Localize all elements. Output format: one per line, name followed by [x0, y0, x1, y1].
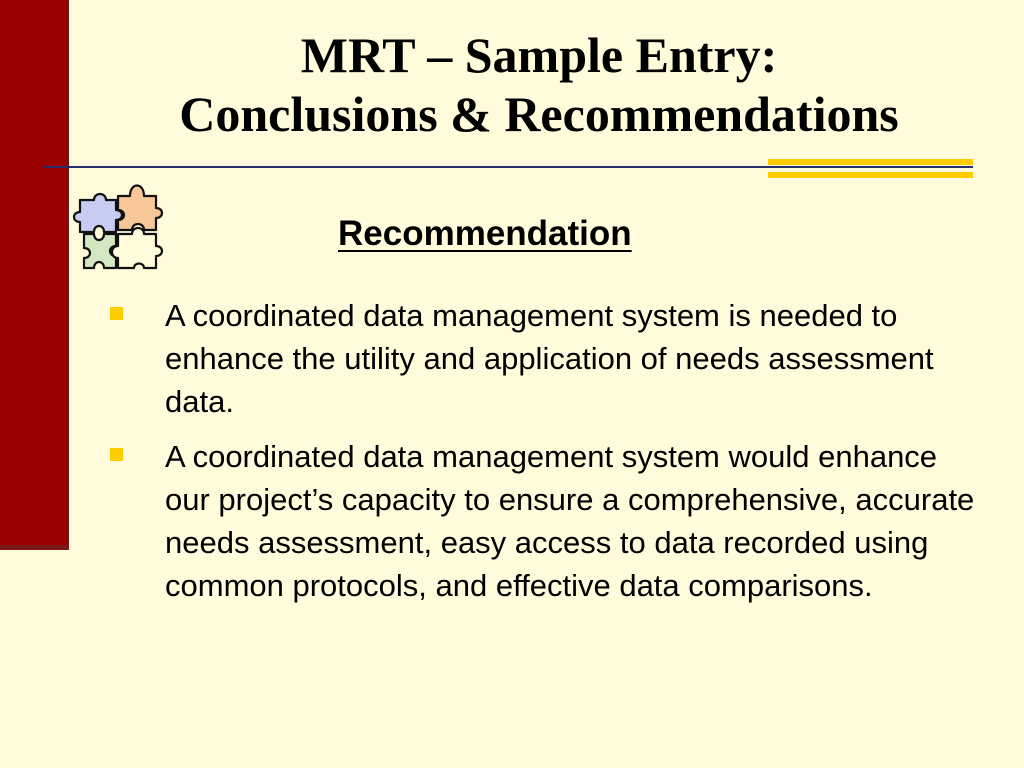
section-subheading: Recommendation [338, 214, 632, 253]
puzzle-piece-blue [74, 194, 122, 232]
left-accent-bar [0, 0, 67, 545]
puzzle-piece-orange [118, 186, 162, 231]
puzzle-pieces-icon [72, 176, 168, 274]
bullet-text: A coordinated data management system is needed to enhance the utility and application of needs assessment data. [165, 298, 934, 419]
bullet-text: A coordinated data management system would enhance our project’s capacity to ensure a comprehensive, accurate needs assessment, easy access to data recorded using common protocols, and effective data comparisons. [165, 439, 975, 603]
slide-title-line-1: MRT – Sample Entry: [300, 27, 778, 83]
left-accent-bar-shadow [0, 545, 69, 550]
gold-accent-bar-lower [768, 172, 973, 178]
title-divider [44, 166, 973, 168]
bullet-item [106, 435, 986, 607]
gold-accent-bar-upper [768, 159, 973, 165]
square-bullet-icon [110, 448, 123, 461]
square-bullet-icon [110, 307, 123, 320]
bullet-item [106, 294, 986, 423]
bullet-list [106, 294, 986, 619]
slide-title [69, 26, 1009, 144]
puzzle-piece-cream [112, 228, 162, 268]
slide-title-line-2: Conclusions & Recommendations [179, 86, 899, 142]
